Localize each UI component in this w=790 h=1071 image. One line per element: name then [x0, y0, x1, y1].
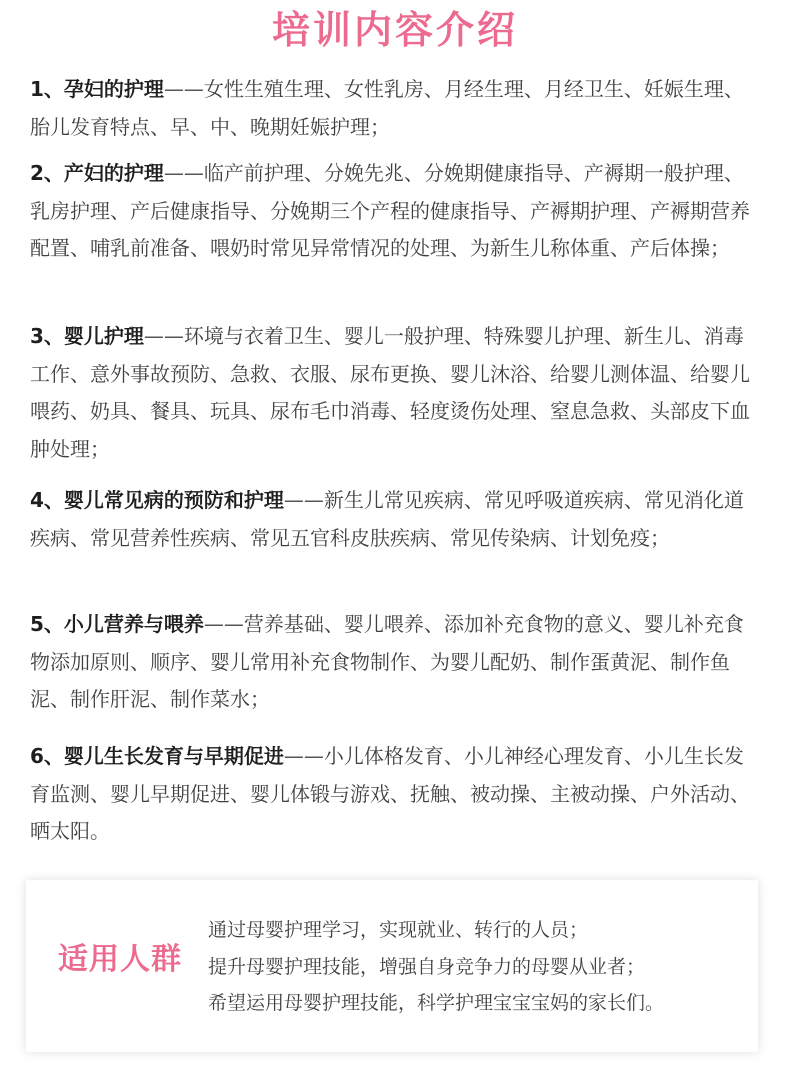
- section-number: 5、: [30, 612, 64, 636]
- section-text: 临产前护理、分娩先兆、分娩期健康指导、产褥期一般护理、乳房护理、产后健康指导、分娩期三个产程的健康指导、产褥期护理、产褥期营养配置、哺乳前准备、喂奶时常见异常情况的处理、为新生儿称体重、产后体操；: [30, 161, 750, 260]
- section-number: 2、: [30, 161, 64, 185]
- section-heading: 产妇的护理: [63, 161, 164, 185]
- section-text: 环境与衣着卫生、婴儿一般护理、特殊婴儿护理、新生儿、消毒工作、意外事故预防、急救、衣服、尿布更换、婴儿沐浴、给婴儿测体温、给婴儿喂药、奶具、餐具、玩具、尿布毛巾消毒、轻度烫伤处理、窒息急救、头部皮下血肿处理；: [30, 324, 750, 461]
- section-dash: ——: [163, 161, 204, 185]
- section-dash: ——: [203, 612, 244, 636]
- audience-line: 通过母婴护理学习，实现就业、转行的人员；: [208, 919, 589, 941]
- section-text: 新生儿常见疾病、常见呼吸道疾病、常见消化道疾病、常见营养性疾病、常见五官科皮肤疾病、常见传染病、计划免疫；: [30, 488, 744, 550]
- section-number: 6、: [30, 744, 64, 768]
- section-6: [30, 738, 762, 851]
- section-heading: 小儿营养与喂养: [63, 612, 204, 636]
- section-heading: 婴儿常见病的预防和护理: [63, 488, 284, 512]
- section-heading: 婴儿生长发育与早期促进: [63, 744, 284, 768]
- section-1: [30, 71, 762, 146]
- audience-line: 提升母婴护理技能，增强自身竞争力的母婴从业者；: [208, 955, 646, 978]
- audience-line: 希望运用母婴护理技能，科学护理宝宝宝妈的家长们。: [208, 992, 665, 1014]
- section-text: 小儿体格发育、小儿神经心理发育、小儿生长发育监测、婴儿早期促进、婴儿体锻与游戏、抚触、被动操、主被动操、户外活动、晒太阳。: [30, 744, 750, 843]
- audience-card: [26, 880, 758, 1052]
- section-text: 营养基础、婴儿喂养、添加补充食物的意义、婴儿补充食物添加原则、顺序、婴儿常用补充食物制作、为婴儿配奶、制作蛋黄泥、制作鱼泥、制作肝泥、制作菜水；: [30, 612, 744, 711]
- section-heading: 婴儿护理: [63, 324, 144, 348]
- section-text: 女性生殖生理、女性乳房、月经生理、月经卫生、妊娠生理、胎儿发育特点、早、中、晚期妊娠护理；: [30, 77, 744, 139]
- page-title: 培训内容介绍: [271, 8, 518, 52]
- section-number: 3、: [30, 324, 64, 348]
- section-dash: ——: [283, 488, 324, 512]
- section-3: [30, 318, 762, 468]
- section-dash: ——: [143, 324, 184, 348]
- section-heading: 孕妇的护理: [63, 77, 164, 101]
- section-dash: ——: [163, 77, 204, 101]
- audience-list: [208, 912, 664, 1022]
- section-2: [30, 155, 762, 268]
- section-5: [30, 606, 762, 719]
- section-4: [30, 482, 762, 557]
- section-number: 1、: [30, 77, 64, 101]
- section-dash: ——: [283, 744, 324, 768]
- audience-title: 适用人群: [58, 942, 182, 977]
- section-number: 4、: [30, 488, 64, 512]
